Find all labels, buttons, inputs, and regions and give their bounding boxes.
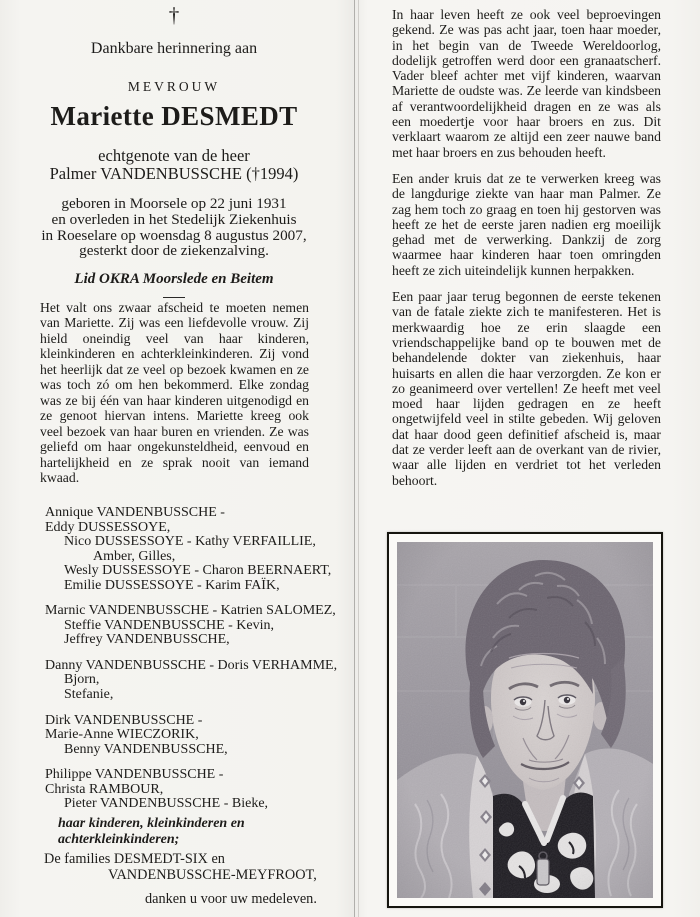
card-header [0, 4, 348, 298]
birth-death-line: gesterkt door de ziekenzalving. [79, 242, 269, 260]
right-page [354, 0, 700, 917]
family-line: Nico DUSSESSOYE - Kathy VERFAILLIE, [64, 534, 316, 550]
family-line: Eddy DUSSESSOYE, [45, 519, 171, 535]
spouse-name: Palmer VANDENBUSSCHE (†1994) [49, 164, 299, 183]
family-line: Danny VANDENBUSSCHE - Doris VERHAMME, [45, 657, 338, 673]
families-block [44, 852, 317, 883]
tribute-paragraph: Het valt ons zwaar afscheid te moeten nemen van Mariette. Zij was een liefdevolle vrouw. Zij hield oneindig veel van haar kinderen, kleinkinderen en achterkleinkinderen. Zij vond het heerlijk dat ze veel op bezoek kwamen en ze was toch zó om hen bekommerd. Elke zondag was ze bij één van haar kinderen uitgenodigd en ze genoot hiervan intens. Mariette kreeg ook veel bezoek van haar buren en vrienden. Ze was geliefd om haar ongekunsteldheid, eenvoud en hartelijkheid en ze sprak nooit van iemand kwaad. [40, 300, 309, 485]
family-line: Christa RAMBOUR, [45, 781, 164, 797]
families-line: De families DESMEDT-SIX en [44, 851, 225, 867]
family-line: Amber, Gilles, [93, 548, 176, 564]
spouse-block [0, 147, 348, 183]
family-line: Steffie VANDENBUSSCHE - Kevin, [64, 617, 275, 633]
family-closing-line: haar kinderen, kleinkinderen en achterkleinkinderen; [58, 816, 245, 847]
birth-death-line: en overleden in het Stedelijk Ziekenhuis [51, 210, 297, 228]
memorial-paragraph: Een paar jaar terug begonnen de eerste tekenen van de fatale ziekte zich te manifesteren. Het is merkwaardig hoe ze erin slaagde een vriendschappelijke band op te bouwen met de behandelende dokter van ziekenhuis, haar huisarts en allen die haar verzorgden. Ze kon er zo geanimeerd over vertellen! Ze heeft met veel moed haar lijden gedragen en ze heeft ongetwijfeld veel in stilte gebeden. Wij geloven dat haar dood geen definitief afscheid is, maar dat ze verder leeft aan de overkant van de rivier, waar alle lijden en verdriet tot het verleden behoort. [392, 289, 661, 488]
family-line: Philippe VANDENBUSSCHE - [45, 767, 224, 783]
membership-line: Lid OKRA Moorslede en Beitem [74, 271, 274, 288]
portrait-photo-image [397, 542, 653, 898]
family-line: Marie-Anne WIECZORIK, [45, 727, 199, 743]
portrait-photo [387, 532, 663, 908]
divider-dash [163, 297, 185, 298]
memorial-cross-icon: † [168, 3, 180, 27]
salutation: MEVROUW [127, 79, 221, 94]
family-line: Jeffrey VANDENBUSSCHE, [64, 632, 230, 648]
family-line: Annique VANDENBUSSCHE - [45, 505, 225, 520]
families-line: VANDENBUSSCHE-MEYFROOT, [108, 866, 317, 883]
thanks-line: danken u voor uw medeleven. [145, 891, 317, 907]
memorial-text [392, 7, 661, 488]
family-line: Emilie DUSSESSOYE - Karim FAÏK, [64, 577, 280, 593]
birth-death-line: in Roeselare op woensdag 8 augustus 2007, [41, 226, 307, 244]
birth-death-lines [0, 196, 348, 259]
family-line: Wesly DUSSESSOYE - Charon BEERNAERT, [64, 563, 332, 579]
family-names-list [45, 506, 345, 812]
family-line: Pieter VANDENBUSSCHE - Bieke, [64, 796, 269, 812]
family-line: Stefanie, [64, 687, 114, 703]
family-line: Benny VANDENBUSSCHE, [64, 741, 228, 757]
family-line: Dirk VANDENBUSSCHE - [45, 712, 203, 728]
memorial-paragraph: In haar leven heeft ze ook veel beproevingen gekend. Ze was pas acht jaar, toen haar moeder, in het begin van de Tweede Wereldoorlog, dodelijk getroffen werd door een granaatscherf. Vader bleef achter met vijf kinderen, waarvan Mariette de oudste was. Ze leerde van kindsbeen af verantwoordelijkheid dragen en ze was als een moedertje voor haar broers en zus. Dit verklaart waarom ze altijd een zeer nauwe band met haar broers en zus behouden heeft. [392, 7, 661, 160]
family-line: Marnic VANDENBUSSCHE - Katrien SALOMEZ, [45, 603, 336, 619]
deceased-name: Mariette DESMEDT [50, 101, 298, 131]
spouse-intro: echtgenote van de heer [98, 146, 250, 165]
family-line: Bjorn, [64, 672, 100, 688]
remembrance-intro: Dankbare herinnering aan [90, 40, 258, 57]
birth-death-line: geboren in Moorsele op 22 juni 1931 [61, 195, 287, 212]
memorial-paragraph: Een ander kruis dat ze te verwerken kreeg was de langdurige ziekte van haar man Palmer. Ze zag hem toch zo graag en toen hij gestorven was heeft ze het de eerste jaren nadien erg moeilijk gehad met de verwerking. Dankzij de zorg waarmee haar kinderen haar toen omringden heeft ze zich uiteindelijk kunnen herpakken. [392, 170, 661, 278]
